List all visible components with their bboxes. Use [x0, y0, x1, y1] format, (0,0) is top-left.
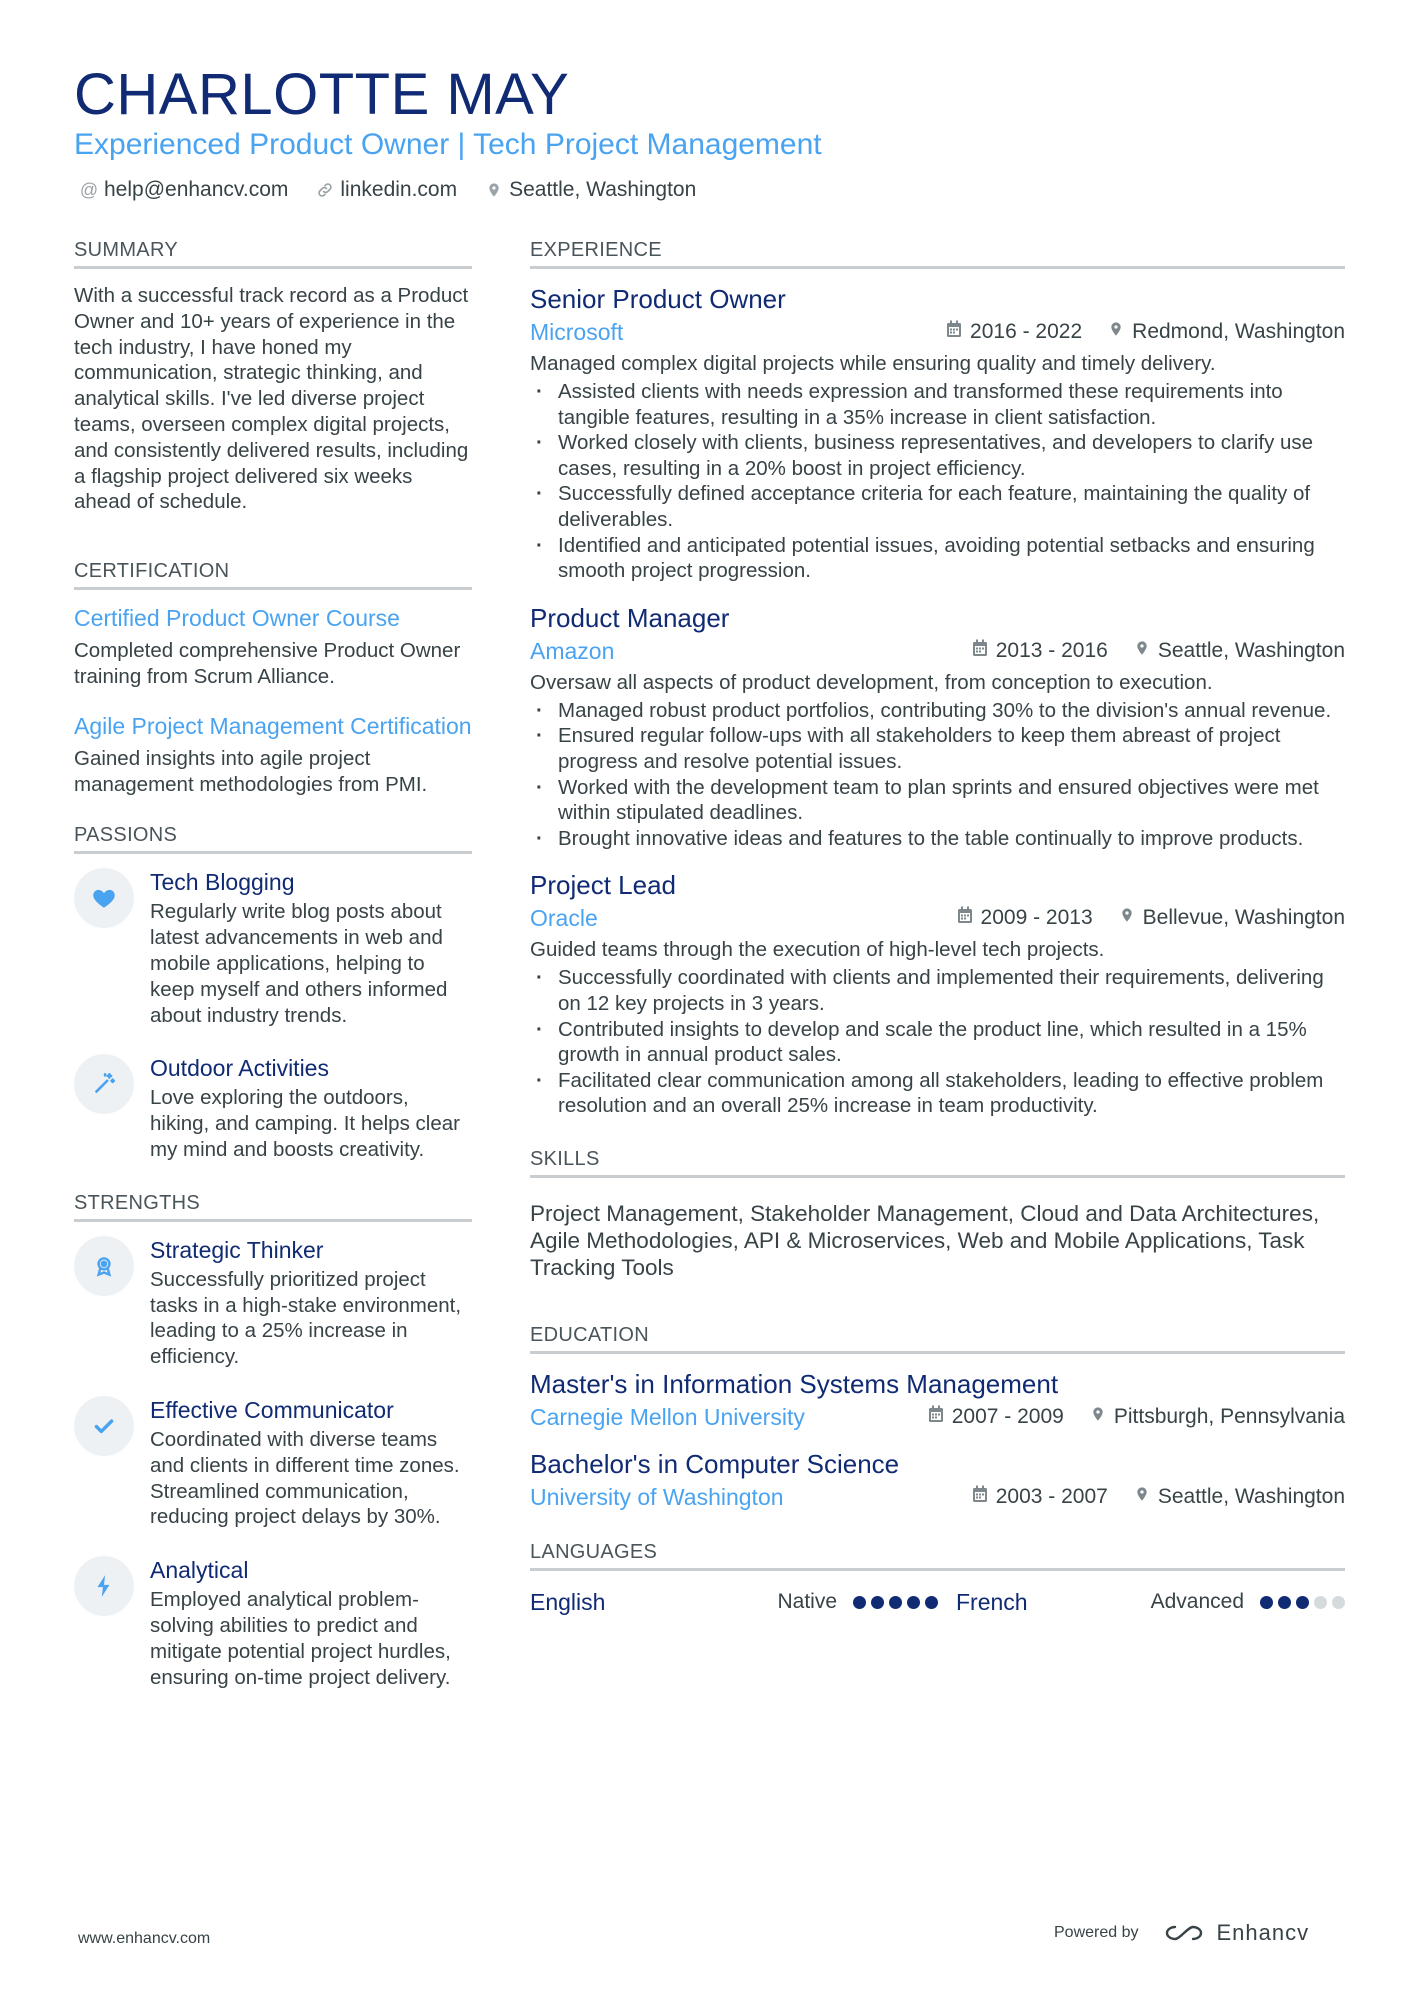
job-summary: Guided teams through the execution of high-level tech projects. — [530, 938, 1105, 962]
contact-bar — [80, 178, 696, 202]
passion-item — [74, 1054, 472, 1162]
strength-desc: Coordinated with diverse teams and clients in different time zones. Streamlined communication, reducing project delays by 30%. — [150, 1427, 460, 1529]
language-level: Native — [777, 1590, 837, 1614]
contact-linkedin[interactable] — [316, 178, 457, 202]
calendar-icon — [928, 1405, 944, 1429]
location-pin-icon — [1090, 1405, 1106, 1429]
education-location: Seattle, Washington — [1157, 1484, 1345, 1508]
check-icon — [74, 1396, 134, 1456]
list-item: · Worked with the development team to plan sprints and ensured objectives were met within stipulated deadlines. — [530, 775, 1345, 826]
passion-name: Outdoor Activities — [150, 1055, 329, 1082]
languages-row — [530, 1589, 1345, 1616]
link-icon — [316, 181, 334, 199]
job-bullets — [530, 698, 1345, 852]
section-title: EXPERIENCE — [530, 236, 1345, 269]
rating-dot-filled — [889, 1596, 902, 1609]
right-column — [530, 236, 1345, 1616]
job-summary: Managed complex digital projects while ensuring quality and timely delivery. — [530, 352, 1216, 375]
list-item: · Managed robust product portfolios, contributing 30% to the division's annual revenue. — [530, 698, 1345, 724]
passion-item — [74, 868, 472, 1028]
strength-desc: Successfully prioritized project tasks in a high-stake environment, leading to a 25% increase in efficiency. — [150, 1267, 462, 1369]
footer-website[interactable]: www.enhancv.com — [78, 1930, 211, 1947]
section-title: PASSIONS — [74, 821, 472, 854]
strength-name: Analytical — [150, 1557, 249, 1584]
rating-dot-empty — [1314, 1596, 1327, 1609]
rating-dot-filled — [871, 1596, 884, 1609]
calendar-icon — [957, 906, 973, 930]
summary-section — [74, 236, 472, 515]
strengths-section — [74, 1189, 472, 1691]
location-text: Seattle, Washington — [509, 178, 697, 201]
company-name: Oracle — [530, 905, 598, 932]
school-name: Carnegie Mellon University — [530, 1403, 805, 1430]
language-level: Advanced — [1150, 1590, 1244, 1614]
infinity-logo-icon — [1161, 1921, 1207, 1945]
left-column — [74, 236, 472, 1716]
location-pin-icon — [1134, 639, 1150, 663]
job-entry — [530, 283, 1345, 584]
candidate-name: CHARLOTTE MAY — [74, 62, 570, 127]
rating-dot-empty — [1332, 1596, 1345, 1609]
section-title: SUMMARY — [74, 236, 472, 269]
job-location: Seattle, Washington — [1157, 638, 1345, 662]
company-name: Microsoft — [530, 319, 624, 345]
calendar-icon — [946, 320, 962, 344]
job-entry — [530, 869, 1345, 1119]
skills-text: Project Management, Stakeholder Management, Cloud and Data Architectures, Agile Methodologies, API & Microservices, Web and Mobile Applications, Task Tracking Tools — [530, 1200, 1320, 1280]
at-icon: @ — [79, 179, 99, 200]
degree-name: Bachelor's in Computer Science — [530, 1448, 900, 1479]
degree-name: Master's in Information Systems Management — [530, 1368, 1059, 1399]
strength-name: Effective Communicator — [150, 1396, 394, 1423]
list-item: · Contributed insights to develop and scale the product line, which resulted in a 15% growth in annual product sales. — [530, 1017, 1345, 1068]
job-title: Senior Product Owner — [530, 284, 786, 314]
calendar-icon — [972, 1485, 988, 1509]
education-section — [530, 1321, 1345, 1512]
job-entry — [530, 602, 1345, 852]
list-item: · Facilitated clear communication among all stakeholders, leading to effective problem resolution and an overall 25% increase in team productivity. — [530, 1068, 1345, 1119]
job-title: Project Lead — [530, 870, 676, 901]
language-item — [530, 1589, 938, 1616]
experience-section — [530, 236, 1345, 1119]
cert-item — [74, 712, 472, 798]
list-item: · Ensured regular follow-ups with all stakeholders to keep them abreast of project progress and resolve potential issues. — [530, 723, 1345, 774]
rating-dot-filled — [853, 1596, 866, 1609]
section-title: STRENGTHS — [74, 1189, 472, 1222]
language-rating — [853, 1596, 938, 1609]
cert-name: Certified Product Owner Course — [74, 605, 400, 632]
job-bullets — [530, 379, 1345, 584]
language-name: French — [956, 1588, 1028, 1615]
rating-dot-filled — [907, 1596, 920, 1609]
company-name: Amazon — [530, 637, 615, 664]
location-pin-icon — [1134, 1485, 1150, 1509]
strength-item — [74, 1396, 472, 1530]
list-item: · Worked closely with clients, business representatives, and developers to clarify use cases, resulting in a 20% boost in project efficiency. — [530, 430, 1345, 481]
list-item: · Assisted clients with needs expression and transformed these requirements into tangible features, resulting in a 35% increase in client satisfaction. — [530, 379, 1345, 430]
cert-item — [74, 604, 472, 690]
location-pin-icon — [1119, 906, 1135, 930]
education-dates: 2007 - 2009 — [951, 1404, 1064, 1428]
section-title: EDUCATION — [530, 1321, 1345, 1354]
list-item: · Identified and anticipated potential issues, avoiding potential setbacks and ensuring smooth project progression. — [530, 533, 1345, 584]
passions-section — [74, 821, 472, 1162]
cert-name: Agile Project Management Certification — [74, 712, 472, 739]
candidate-headline: Experienced Product Owner | Tech Project Management — [74, 128, 822, 161]
job-location: Bellevue, Washington — [1142, 906, 1345, 930]
list-item: · Successfully defined acceptance criteria for each feature, maintaining the quality of deliverables. — [530, 481, 1345, 532]
rating-dot-filled — [1278, 1596, 1291, 1609]
language-item — [956, 1589, 1345, 1616]
language-rating — [1260, 1596, 1345, 1609]
footer-branding — [1054, 1920, 1309, 1946]
rating-dot-filled — [925, 1596, 938, 1609]
passion-name: Tech Blogging — [150, 869, 295, 896]
job-location: Redmond, Washington — [1132, 320, 1345, 343]
job-title: Product Manager — [530, 602, 730, 633]
education-entry — [530, 1448, 1345, 1512]
job-dates: 2016 - 2022 — [970, 320, 1083, 343]
brand-name: Enhancv — [1216, 1920, 1310, 1945]
education-entry — [530, 1368, 1345, 1432]
powered-by-text: Powered by — [1054, 1924, 1139, 1941]
job-dates: 2013 - 2016 — [995, 638, 1108, 662]
languages-section — [530, 1538, 1345, 1616]
contact-email[interactable] — [80, 178, 288, 202]
location-pin-icon — [485, 181, 503, 199]
school-name: University of Washington — [530, 1483, 784, 1510]
calendar-icon — [972, 639, 988, 663]
education-location: Pittsburgh, Pennsylvania — [1113, 1404, 1345, 1428]
list-item: · Brought innovative ideas and features to the table continually to improve products. — [530, 826, 1345, 852]
passion-desc: Love exploring the outdoors, hiking, and camping. It helps clear my mind and boosts creativity. — [150, 1086, 460, 1161]
strength-desc: Employed analytical problem-solving abilities to predict and mitigate potential project hurdles, ensuring on-time project delivery. — [150, 1588, 451, 1689]
job-summary: Oversaw all aspects of product development, from conception to execution. — [530, 670, 1213, 694]
rating-dot-filled — [1260, 1596, 1273, 1609]
list-item: · Successfully coordinated with clients and implemented their requirements, delivering on 12 key projects in 3 years. — [530, 965, 1345, 1016]
magic-wand-icon — [74, 1054, 134, 1114]
rating-dot-filled — [1296, 1596, 1309, 1609]
brand-logo[interactable] — [1161, 1920, 1310, 1946]
job-dates: 2009 - 2013 — [980, 906, 1093, 930]
strength-name: Strategic Thinker — [150, 1236, 324, 1263]
education-dates: 2003 - 2007 — [995, 1484, 1108, 1508]
email-text: help@enhancv.com — [104, 178, 289, 201]
contact-location — [485, 178, 696, 202]
strength-item — [74, 1236, 472, 1370]
strength-item — [74, 1556, 472, 1690]
bolt-icon — [74, 1556, 134, 1616]
language-name: English — [530, 1588, 606, 1615]
passion-desc: Regularly write blog posts about latest advancements in web and mobile applications, helping to keep myself and others informed about industry trends. — [150, 900, 448, 1027]
certification-section — [74, 557, 472, 797]
section-title: SKILLS — [530, 1145, 1345, 1178]
cert-desc: Gained insights into agile project management methodologies from PMI. — [74, 746, 428, 796]
summary-text: With a successful track record as a Product Owner and 10+ years of experience in the tech industry, I have honed my communication, strategic thinking, and analytical skills. I've led diverse project teams, overseen complex digital projects, and consistently delivered results, including a flagship project delivered six weeks ahead of schedule. — [74, 284, 469, 514]
heart-icon — [74, 868, 134, 928]
award-icon — [74, 1236, 134, 1296]
skills-section — [530, 1145, 1345, 1281]
cert-desc: Completed comprehensive Product Owner training from Scrum Alliance. — [74, 639, 461, 688]
section-title: CERTIFICATION — [74, 557, 472, 590]
location-pin-icon — [1108, 320, 1124, 344]
section-title: LANGUAGES — [530, 1538, 1345, 1571]
job-bullets — [530, 965, 1345, 1119]
linkedin-text: linkedin.com — [340, 178, 458, 201]
